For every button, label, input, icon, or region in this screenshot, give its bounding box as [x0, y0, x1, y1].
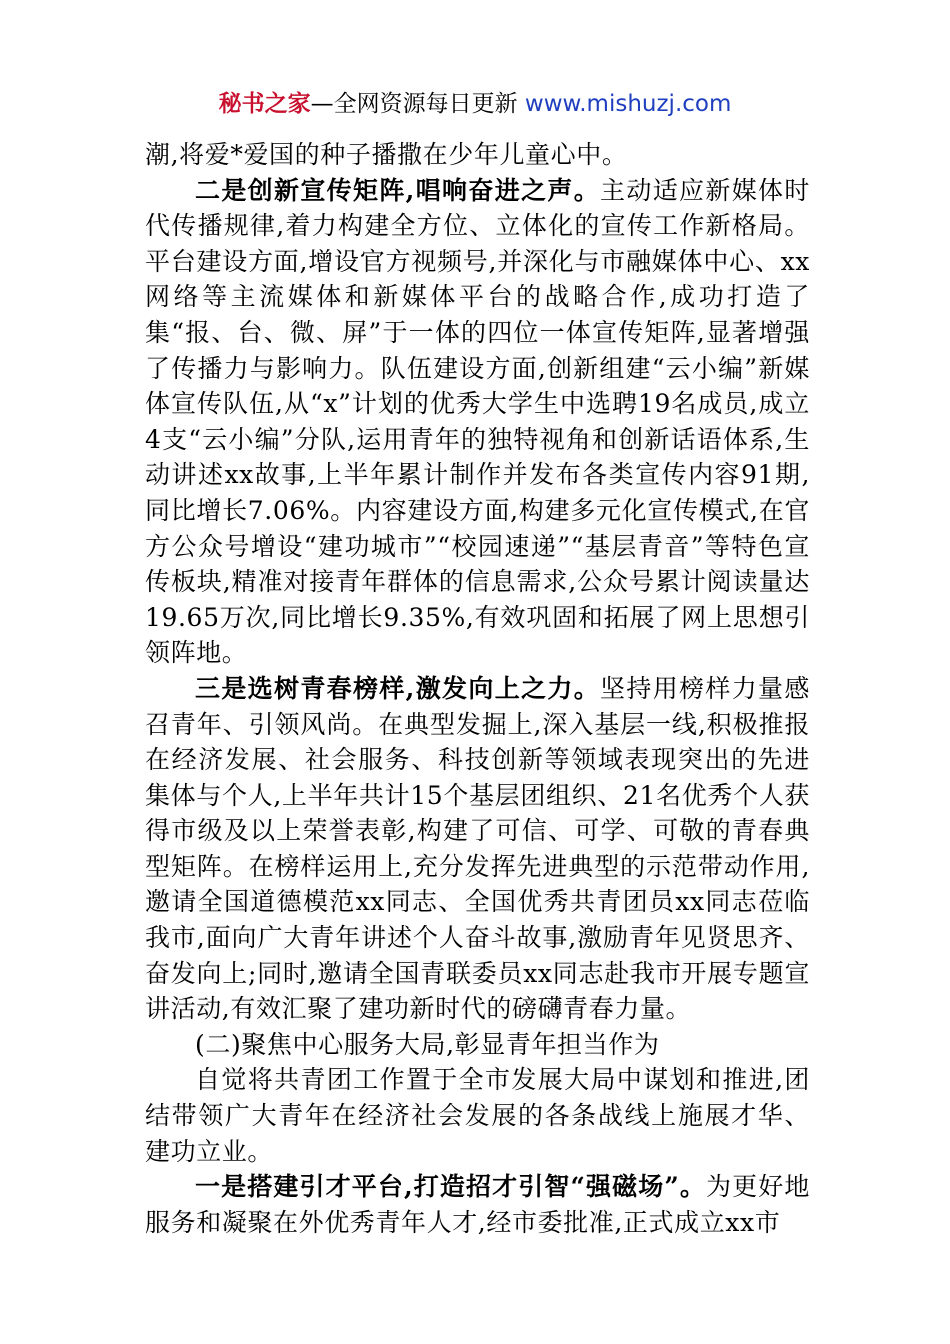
site-url[interactable]: www.mishuzj.com — [524, 91, 732, 117]
paragraph-youth-role-models — [145, 671, 810, 1027]
document-body — [145, 137, 810, 1240]
paragraph-text: 主动适应新媒体时代传播规律,着力构建全方位、立体化的宣传工作新格局。平台建设方面,增设官方视频号,并深化与市融媒体中心、xx网络等主流媒体和新媒体平台的战略合作,成功打造了集“报、台、微、屏”于一体的四位一体宣传矩阵,显著增强了传播力与影响力。队伍建设方面,创新组建“云小编”新媒体宣传队伍,从“x”计划的优秀大学生中选聘19名成员,成立4支“云小编”分队,运用青年的独特视角和创新话语体系,生动讲述xx故事,上半年累计制作并发布各类宣传内容91期,同比增长7.06%。内容建设方面,构建多元化宣传模式,在官方公众号增设“建功城市”“校园速递”“基层青音”等特色宣传板块,精准对接青年群体的信息需求,公众号累计阅读量达19.65万次,同比增长9.35%,有效巩固和拓展了网上思想引领阵地。 — [145, 175, 810, 668]
paragraph-lead: 二是创新宣传矩阵,唱响奋进之声。 — [195, 175, 601, 205]
site-header — [0, 86, 950, 122]
paragraph-propaganda-matrix — [145, 173, 810, 671]
section-heading-text: (二)聚焦中心服务大局,彰显青年担当作为 — [195, 1029, 660, 1059]
paragraph-talent-platform — [145, 1169, 810, 1240]
paragraph-text: 坚持用榜样力量感召青年、引领风尚。在典型发掘上,深入基层一线,积极推报在经济发展、社会服务、科技创新等领域表现突出的先进集体与个人,上半年共计15个基层团组织、21名优秀个人获得市级及以上荣誉表彰,构建了可信、可学、可敬的青春典型矩阵。在榜样运用上,充分发挥先进典型的示范带动作用,邀请全国道德模范xx同志、全国优秀共青团员xx同志莅临我市,面向广大青年讲述个人奋斗故事,激励青年见贤思齐、奋发向上;同时,邀请全国青联委员xx同志赴我市开展专题宣讲活动,有效汇聚了建功新时代的磅礴青春力量。 — [145, 673, 810, 1024]
paragraph-text: 为更好地服务和凝聚在外优秀青年人才,经市委批准,正式成立xx市 — [145, 1172, 810, 1237]
paragraph-text: 自觉将共青团工作置于全市发展大局中谋划和推进,团结带领广大青年在经济社会发展的各条战线上施展才华、建功立业。 — [145, 1065, 810, 1166]
paragraph-lead: 一是搭建引才平台,打造招才引智“强磁场”。 — [195, 1172, 707, 1202]
paragraph-continuation — [145, 137, 810, 173]
section-heading — [145, 1027, 810, 1063]
paragraph-lead: 三是选树青春榜样,激发向上之力。 — [195, 673, 601, 703]
paragraph-section-intro — [145, 1062, 810, 1169]
site-tagline: —全网资源每日更新 — [310, 91, 525, 117]
site-brand: 秘书之家 — [218, 91, 311, 117]
paragraph-text: 潮,将爱*爱国的种子播撒在少年儿童心中。 — [145, 140, 628, 169]
